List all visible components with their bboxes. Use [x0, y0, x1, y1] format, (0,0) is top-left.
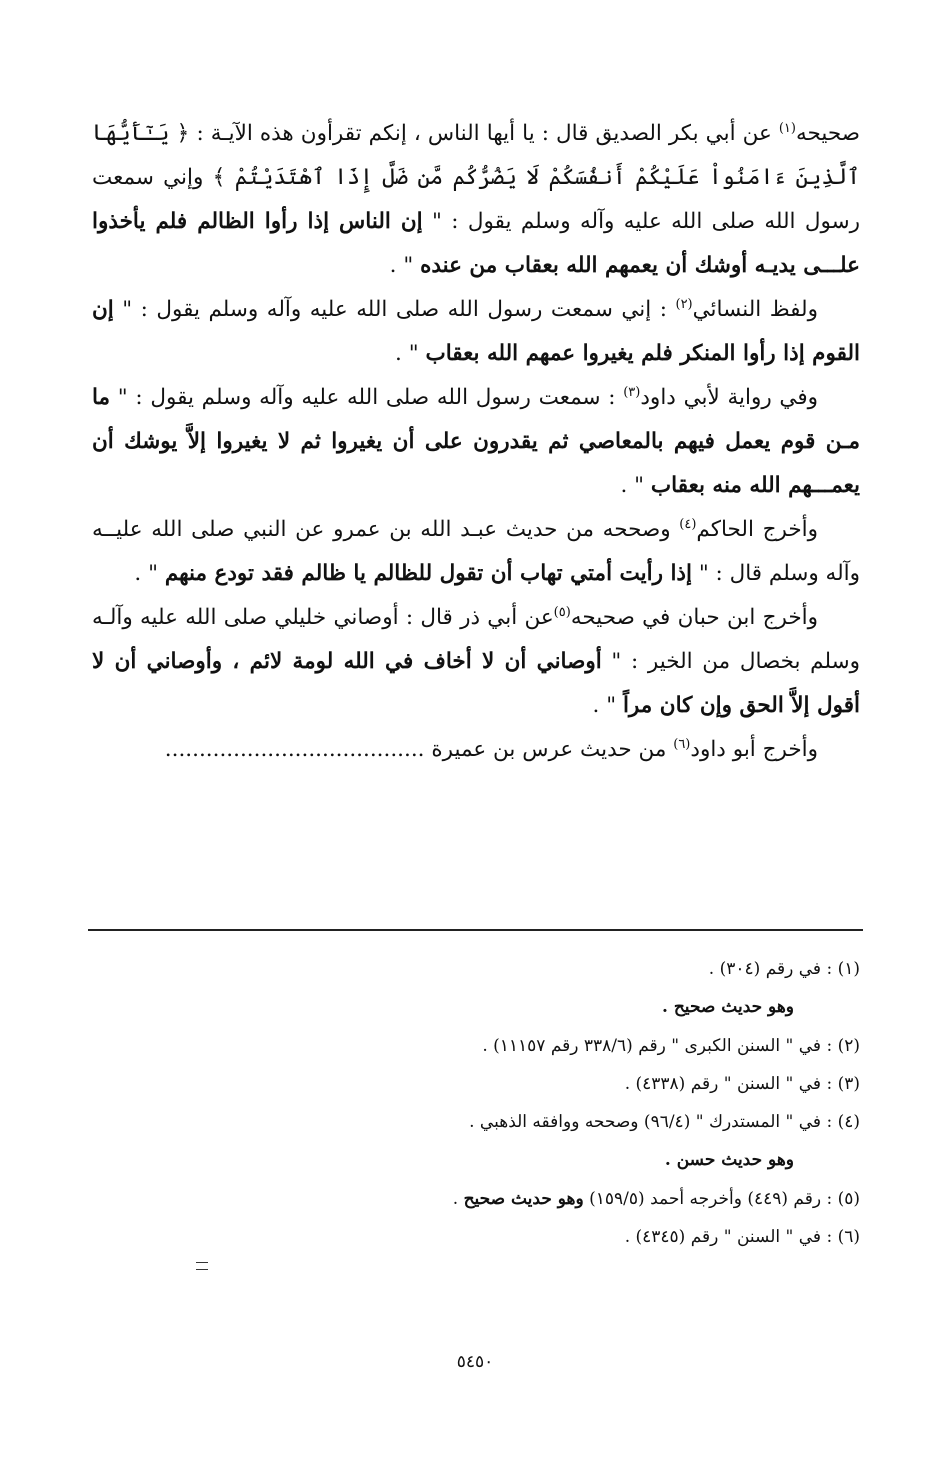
footnote-3: (٣) : في " السنن " رقم (٤٣٣٨) .	[624, 1073, 860, 1094]
margin-mark	[196, 1262, 208, 1270]
footnote-ref-6: (٦)	[673, 736, 691, 752]
hadith-quote-5: أوصاني أن لا أخاف في الله لومة لائم ، وأوصاني أن لا أقول إلاَّ الحق وإن كان مراً	[92, 649, 860, 718]
footnote-6: (٦) : في " السنن " رقم (٤٣٤٥) .	[624, 1227, 860, 1248]
hadith-quote-4: إذا رأيت أمتي تهاب أن تقول للظالم يا ظالم فقد تودع منهم	[164, 561, 692, 586]
main-text	[92, 112, 860, 772]
paragraph-5: وأخرج ابن حبان في صحيحه$^{(٥)}$عن أبي ذر قال : أوصاني خليلي صلى الله عليه وآلـه وسلم بخصال من الخير : " أوصاني أن لا أخاف في الله لومة لائم ، وأوصاني أن لا أقول إلاَّ الحق وإن كان مراً " .	[92, 604, 860, 718]
quran-verse: ﴿ يَـٰٓأَيُّهَا ٱلَّذِينَ ءَامَنُواْ عَلَيْكُمْ أَنفُسَكُمْ لَا يَضُرُّكُم مَّن ضَلَّ إِذَا ٱهْتَدَيْتُمْ ﴾	[92, 121, 860, 190]
footnote-5: (٥) : رقم (٤٤٩) وأخرجه أحمد (١٥٩/٥) وهو حديث صحيح .	[452, 1188, 860, 1209]
hadith-quote-1: إن الناس إذا رأوا الظالم فلم يأخذوا علـــى يديـه أوشك أن يعمهم الله بعقاب من عنده	[92, 209, 860, 278]
footnote-1-grade: وهو حديث صحيح .	[662, 997, 794, 1018]
page-number: ٥٤٥٠	[456, 1352, 494, 1372]
footnote-1: (١) : في رقم (٣٠٤) .	[708, 959, 860, 979]
footnote-ref-5: (٥)	[553, 604, 571, 620]
footnotes	[160, 950, 860, 1256]
footnote-ref-4: (٤)	[679, 516, 697, 532]
footnote-5-grade: وهو حديث صحيح	[463, 1188, 584, 1209]
footnote-separator	[88, 929, 863, 931]
footnote-ref-3: (٣)	[623, 384, 641, 400]
paragraph-3: وفي رواية لأبي داود$^{(٣)}$ : سمعت رسول الله صلى الله عليه وآله وسلم يقول : " ما مـن قوم يعمل فيهم بالمعاصي ثم يقدرون على أن يغيروا ثم لا يغيروا إلاَّ يوشك أن يعمـــهم الله منه بعقاب " .	[92, 384, 860, 498]
continuation-dots: ......................................	[164, 737, 425, 762]
hadith-quote-3: ما مـن قوم يعمل فيهم بالمعاصي ثم يقدرون على أن يغيروا ثم لا يغيروا إلاَّ يوشك أن يعمـــهم الله منه بعقاب	[92, 385, 860, 498]
paragraph-6: وأخرج أبو داود$^{(٦)}$ من حديث عرس بن عميرة ......................................	[164, 736, 818, 762]
footnote-4-grade: وهو حديث حسن .	[664, 1150, 794, 1171]
footnote-4: (٤) : في " المستدرك " (٩٦/٤) وصححه ووافقه الذهبي .	[469, 1112, 860, 1133]
paragraph-4: وأخرج الحاكم$^{(٤)}$ وصححه من حديث عبـد الله بن عمرو عن النبي صلى الله عليــه وآله وسلم قال : " إذا رأيت أمتي تهاب أن تقول للظالم يا ظالم فقد تودع منهم " .	[92, 516, 860, 586]
footnote-2: (٢) : في " السنن الكبرى " رقم (٣٣٨/٦ رقم ١١١٥٧) .	[482, 1035, 860, 1056]
hadith-quote-2: إن القوم إذا رأوا المنكر فلم يغيروا عمهم الله بعقاب	[92, 297, 860, 366]
footnote-ref-1: (١)	[778, 120, 796, 136]
paragraph-2: ولفظ النسائي$^{(٢)}$ : إني سمعت رسول الله صلى الله عليه وآله وسلم يقول : " إن القوم إذا رأوا المنكر فلم يغيروا عمهم الله بعقاب " .	[92, 296, 860, 366]
paragraph-1: صحيحه$^{(١)}$ عن أبي بكر الصديق قال : يا أيها الناس ، إنكم تقرأون هذه الآيـة : ﴿ يَـٰٓأَيُّهَا ٱلَّذِينَ ءَامَنُواْ عَلَيْكُمْ أَنفُسَكُمْ لَا يَضُرُّكُم مَّن ضَلَّ إِذَا ٱهْتَدَيْتُمْ ﴾ وإني سمعت رسول الله صلى الله عليه وآله وسلم يقول : " إن الناس إذا رأوا الظالم فلم يأخذوا علـــى يديـه أوشك أن يعمهم الله بعقاب من عنده " .	[92, 120, 860, 278]
footnote-ref-2: (٢)	[675, 296, 693, 312]
